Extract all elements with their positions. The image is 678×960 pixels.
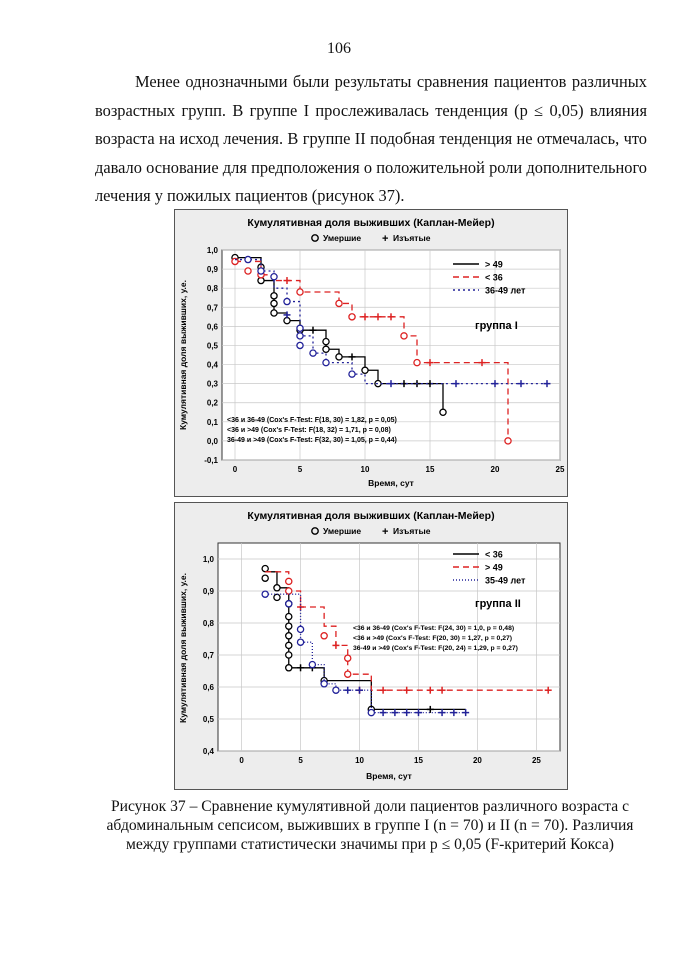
death-marker [310,350,316,356]
death-marker [375,381,381,387]
x-tick-label: 20 [490,465,500,474]
km-chart-group-2 [175,503,567,789]
y-tick-label: 0,7 [202,651,214,660]
death-marker [321,633,327,639]
dead-marker-icon [312,235,318,241]
y-tick-label: 0,5 [206,341,218,351]
paragraph-line-3: возраста на исход лечения. В группе II подобная тенденция не отмечалась, что [95,129,647,148]
group-label: группа II [475,598,521,610]
death-marker [284,318,290,324]
death-marker [286,588,292,594]
y-tick-label: 0,0 [206,436,218,446]
x-tick-labels [233,465,565,474]
death-marker [274,594,280,600]
stats-line-3: 36-49 и >49 (Cox's F-Test: F(20, 24) = 1,29, p = 0,27) [353,645,518,652]
death-marker [271,274,277,280]
y-axis-label: Кумулятивная доля выживших, у.е. [178,280,188,430]
death-marker [336,354,342,360]
paragraph-text [95,68,647,211]
y-tick-labels [204,246,218,465]
y-tick-label: 0,7 [206,303,218,313]
death-marker [258,268,264,274]
paragraph-line-2: возрастных групп. В группе I прослеживалась тенденция (p ≤ 0,05) влияния [95,100,647,120]
group-label: группа I [475,320,518,332]
death-marker [286,601,292,607]
y-tick-label: 0,4 [206,360,218,370]
stats-line-1: <36 и 36-49 (Cox's F-Test: F(18, 30) = 1,82, p = 0,05) [227,417,397,424]
death-marker [286,623,292,629]
death-marker [271,300,277,306]
x-tick-label: 25 [531,756,541,765]
x-tick-label: 10 [360,465,370,474]
death-marker [297,626,303,632]
y-tick-label: 0,2 [206,398,218,408]
death-marker [286,614,292,620]
legend-censored-label: Изъятые [393,233,431,243]
death-marker [505,438,511,444]
y-tick-label: 0,6 [206,322,218,332]
caption-line-2: абдоминальным сепсисом, выживших в группе I (n = 70) и II (n = 70). Различия [106,817,634,834]
paragraph-line-4: давало основание для предположения о положительной роли дополнительного [95,157,647,177]
y-tick-label: -0,1 [204,456,218,465]
paragraph-line-1: Менее однозначными были результаты сравнения пациентов различных [135,72,647,91]
x-axis-label: Время, сут [368,478,414,488]
death-marker [262,591,268,597]
death-marker [368,710,374,716]
y-tick-label: 0,6 [202,683,214,692]
paragraph-line-5: лечения у пожилых пациентов (рисунок 37). [95,186,405,205]
death-marker [401,333,407,339]
caption-line-1: Рисунок 37 – Сравнение кумулятивной доли пациентов различного возраста с [110,798,630,815]
figure-group-2 [174,502,568,790]
death-marker [323,339,329,345]
body-paragraph [95,68,647,211]
y-tick-label: 1,0 [202,555,214,564]
y-tick-label: 0,9 [206,265,218,275]
death-marker [323,360,329,366]
death-marker [245,268,251,274]
y-tick-label: 0,8 [202,619,214,628]
x-tick-label: 20 [472,756,482,765]
legend-entry-label: < 36 [485,272,503,283]
legend-entry-label: 35-49 лет [485,575,526,586]
death-marker [262,566,268,572]
death-marker [274,585,280,591]
figure-caption [90,797,650,854]
x-tick-label: 5 [298,756,303,765]
death-marker [345,655,351,661]
death-marker [262,575,268,581]
y-tick-label: 0,1 [206,417,218,427]
km-chart-group-1 [175,210,567,496]
censored-marker-icon: + [382,526,389,538]
death-marker [336,300,342,306]
death-marker [349,371,355,377]
death-marker [271,293,277,299]
death-marker [286,642,292,648]
death-marker [245,256,251,262]
x-tick-label: 0 [239,756,244,765]
x-tick-label: 10 [355,756,364,765]
death-marker [297,325,303,331]
x-axis-label: Время, сут [366,771,412,781]
caption-line-3: между группами статистически значимы при p ≤ 0,05 (F-критерий Кокса) [126,836,614,853]
stats-line-2: <36 и >49 (Cox's F-Test: F(20, 30) = 1,27, p = 0,27) [353,635,513,642]
y-tick-label: 0,8 [206,284,218,294]
death-marker [297,639,303,645]
top-legend [312,233,431,245]
legend-entry-label: > 49 [485,259,503,270]
dead-marker-icon [312,528,318,534]
death-marker [333,687,339,693]
x-tick-label: 15 [414,756,423,765]
top-legend [312,526,431,538]
y-tick-labels [203,555,215,756]
x-tick-label: 5 [297,465,303,474]
death-marker [414,360,420,366]
death-marker [345,671,351,677]
figure-group-1 [174,209,568,497]
y-tick-label: 0,4 [202,747,214,756]
y-tick-label: 0,9 [202,587,214,596]
y-axis-label: Кумулятивная доля выживших, у.е. [178,573,188,723]
legend-entry-label: > 49 [485,562,503,573]
death-marker [271,310,277,316]
x-tick-label: 25 [555,465,565,474]
y-tick-label: 0,3 [206,379,218,389]
page-number: 106 [327,40,351,57]
death-marker [286,652,292,658]
stats-line-1: <36 и 36-49 (Cox's F-Test: F(24, 30) = 1,0, p = 0,48) [353,625,515,632]
chart-title: Кумулятивная доля выживших (Каплан-Мейер) [247,510,495,522]
death-marker [349,314,355,320]
death-marker [297,333,303,339]
stats-line-2: <36 и >49 (Cox's F-Test: F(18, 32) = 1,71, p = 0,08) [227,427,391,434]
death-marker [297,342,303,348]
legend-censored-label: Изъятые [393,526,431,536]
death-marker [286,665,292,671]
x-tick-label: 15 [425,465,435,474]
legend-entry-label: < 36 [485,549,503,560]
y-tick-label: 0,5 [202,715,214,724]
death-marker [321,681,327,687]
x-tick-label: 0 [232,465,238,474]
death-marker [284,298,290,304]
y-tick-label: 1,0 [206,246,218,255]
death-marker [286,633,292,639]
death-marker [323,346,329,352]
legend-entry-label: 36-49 лет [485,285,526,296]
legend-dead-label: Умершие [323,233,362,243]
legend-dead-label: Умершие [323,526,362,536]
death-marker [440,409,446,415]
stats-line-3: 36-49 и >49 (Cox's F-Test: F(32, 30) = 1,05, p = 0,44) [227,437,397,444]
x-tick-labels [239,756,541,765]
death-marker [297,289,303,295]
censored-marker-icon: + [382,233,389,245]
chart-title: Кумулятивная доля выживших (Каплан-Мейер) [247,217,495,229]
death-marker [362,367,368,373]
death-marker [286,578,292,584]
death-marker [309,662,315,668]
